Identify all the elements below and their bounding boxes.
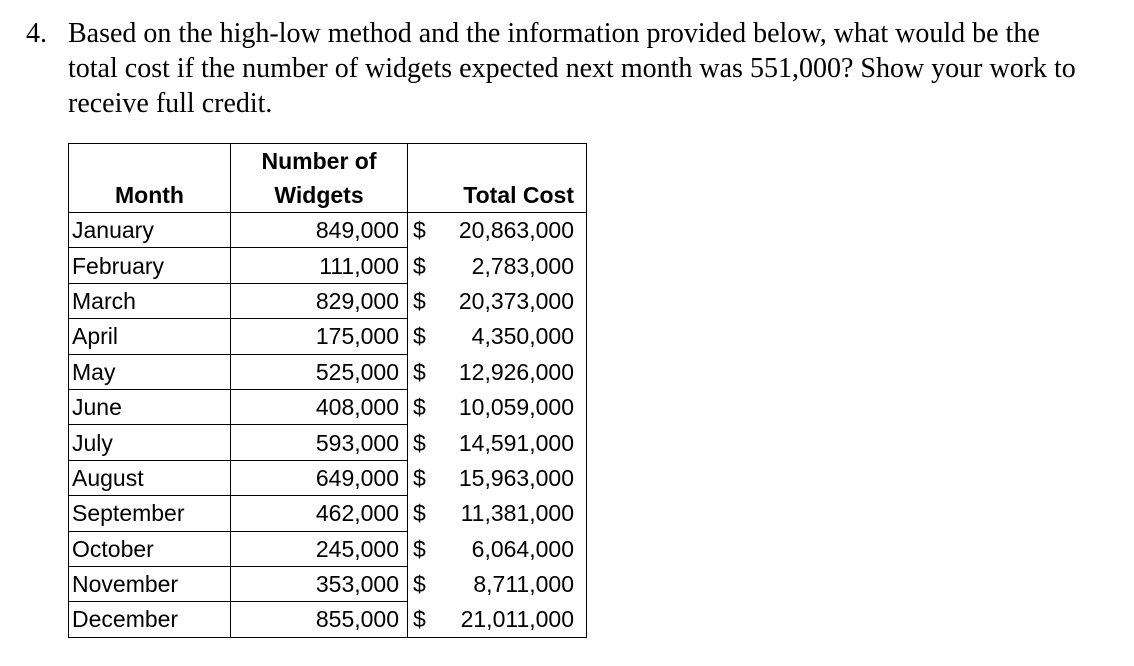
widgets-cell: 829,000: [231, 283, 408, 318]
header-total-cost: Total Cost: [463, 182, 574, 208]
table-row: [69, 566, 587, 601]
table-row: [69, 531, 587, 566]
table-row: [69, 496, 587, 531]
total-cost-cell: 15,963,000: [458, 464, 574, 491]
currency-symbol: $: [413, 287, 426, 314]
month-cell: September: [69, 496, 231, 531]
widgets-cell: 462,000: [231, 496, 408, 531]
month-cell: February: [69, 248, 231, 283]
total-cost-cell: 20,863,000: [434, 213, 587, 248]
month-cell: November: [69, 566, 231, 601]
question-row: [26, 16, 1126, 121]
question-line-1: Based on the high-low method and the information provided below, what would be the: [68, 18, 1040, 49]
month-cell: July: [69, 425, 231, 460]
total-cost-cell: 10,059,000: [458, 394, 574, 421]
table-header-row: [69, 144, 587, 213]
widgets-cell: 525,000: [231, 354, 408, 389]
widgets-cost-table: [68, 143, 587, 638]
total-cost-cell: 4,350,000: [471, 323, 574, 350]
month-cell: June: [69, 389, 231, 424]
month-cell: April: [69, 319, 231, 354]
widgets-cell: 245,000: [231, 531, 408, 566]
header-widgets-line2: Widgets: [274, 182, 364, 208]
table-row: [69, 248, 587, 283]
currency-symbol: $: [413, 571, 426, 598]
widgets-cell: 111,000: [231, 248, 408, 283]
currency-symbol: $: [408, 213, 434, 248]
question-line-3: receive full credit.: [68, 88, 273, 119]
table-row: [69, 602, 587, 637]
table-row: [69, 319, 587, 354]
currency-symbol: $: [413, 358, 426, 385]
question-number: 4.: [26, 18, 47, 49]
currency-symbol: $: [413, 500, 426, 527]
total-cost-cell: 14,591,000: [458, 429, 574, 456]
table-row: [69, 213, 587, 248]
month-cell: August: [69, 460, 231, 495]
total-cost-cell: 11,381,000: [460, 500, 574, 527]
widgets-cell: 353,000: [231, 566, 408, 601]
total-cost-cell: 21,011,000: [460, 606, 574, 633]
widgets-cell: 593,000: [231, 425, 408, 460]
table-row: [69, 354, 587, 389]
table-body: [69, 213, 587, 638]
table-row: [69, 389, 587, 424]
question-text: [68, 16, 1126, 121]
currency-symbol: $: [413, 535, 426, 562]
question-block: [26, 16, 1126, 121]
table-row: [69, 460, 587, 495]
header-month: Month: [69, 144, 231, 213]
widgets-cell: 855,000: [231, 602, 408, 637]
month-cell: January: [69, 213, 231, 248]
total-cost-cell: 20,373,000: [458, 287, 574, 314]
total-cost-cell: 12,926,000: [458, 358, 574, 385]
table-row: [69, 283, 587, 318]
widgets-cell: 175,000: [231, 319, 408, 354]
currency-symbol: $: [413, 606, 426, 633]
header-widgets: [231, 144, 408, 213]
total-cost-cell: 8,711,000: [473, 571, 574, 598]
widgets-cell: 849,000: [231, 213, 408, 248]
question-line-2: total cost if the number of widgets expected next month was 551,000? Show your work to: [68, 53, 1076, 84]
header-widgets-line1: Number of: [261, 148, 377, 174]
widgets-cell: 408,000: [231, 389, 408, 424]
month-cell: December: [69, 602, 231, 637]
currency-symbol: $: [413, 464, 426, 491]
month-cell: March: [69, 283, 231, 318]
widgets-cell: 649,000: [231, 460, 408, 495]
currency-symbol: $: [413, 252, 426, 279]
currency-symbol: $: [413, 323, 426, 350]
month-cell: October: [69, 531, 231, 566]
total-cost-cell: 6,064,000: [471, 535, 574, 562]
month-cell: May: [69, 354, 231, 389]
currency-symbol: $: [413, 394, 426, 421]
table-row: [69, 425, 587, 460]
currency-symbol: $: [413, 429, 426, 456]
total-cost-cell: 2,783,000: [471, 252, 574, 279]
